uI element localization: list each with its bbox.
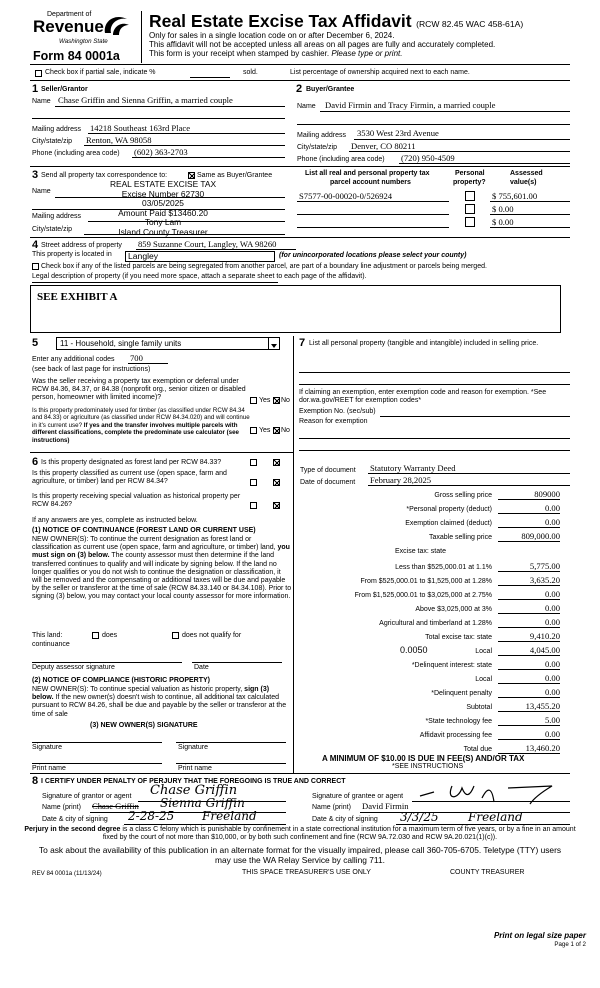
signature-label-2: Signature bbox=[178, 744, 208, 751]
parcel-header: List all real and personal property tax bbox=[305, 170, 430, 177]
local-tax-field[interactable]: 4,045.00 bbox=[529, 645, 560, 655]
delinq-state-field[interactable]: 0.00 bbox=[544, 659, 560, 669]
delinq-local-label: Local bbox=[475, 676, 492, 683]
total-state-field[interactable]: 9,410.20 bbox=[529, 631, 560, 641]
segregated-label: Check box if any of the listed parcels are being segregated from another parcel, are part of a boundary line adjustment or parcels being merged. bbox=[41, 263, 487, 270]
deputy-signature-label: Deputy assessor signature bbox=[32, 664, 115, 671]
notice-continuance-text: NEW OWNER(S): To continue the current designation as forest land or classification as current use (open space, farm and agriculture, or timber) land, you must sign on (3) below. The county assessor must then determine if the land transferred continues to qualify and will indicate by signing below. If the land no longer qualifies or you do not wish to continue the designation or classification, it will be removed and the compensating or additional taxes will be due and payable by the seller or transferor at the time of sale (RCW 84.33.140 or 84.34.108). Prior to signing (3) below, you may contact your local county assessor for more information. bbox=[32, 536, 292, 601]
assessed-header-2: value(s) bbox=[510, 179, 537, 186]
exemption-yes-checkbox[interactable] bbox=[250, 397, 257, 404]
buyer-city-field[interactable]: Denver, CO 80211 bbox=[351, 141, 416, 151]
location-select[interactable]: Langley bbox=[125, 251, 275, 262]
seller-mail-field[interactable]: 14218 Southeast 163rd Place bbox=[90, 123, 191, 133]
grantee-name-field[interactable]: David Firmin bbox=[362, 801, 409, 811]
stamp-line-6: Island County Treasurer bbox=[118, 226, 208, 237]
subtotal-label: Subtotal bbox=[466, 704, 492, 711]
exemption-reason-label: Reason for exemption bbox=[299, 418, 368, 425]
grantee-date-field[interactable]: 3/3/25 bbox=[400, 810, 439, 824]
seller-phone-label: Phone (including area code) bbox=[32, 150, 120, 157]
buyer-city-label: City/state/zip bbox=[297, 144, 338, 151]
gross-price-field[interactable]: 809000 bbox=[534, 489, 560, 499]
alt-format-note: To ask about the availability of this publication in an alternate format for the visually impaired, please call 360-705-6705. Teletype (TTY) users may use the WA Relay Service by calling 711. bbox=[38, 845, 562, 865]
certify-statement: I CERTIFY UNDER PENALTY OF PERJURY THAT THE FOREGOING IS TRUE AND CORRECT bbox=[41, 778, 346, 785]
header-note-2: This affidavit will not be accepted unless all areas on all pages are fully and accurately completed. bbox=[149, 40, 496, 49]
revision-code: REV 84 0001a (11/13/24) bbox=[32, 870, 102, 877]
exemption-number-label: Exemption No. (sec/sub) bbox=[299, 408, 376, 415]
located-note: (for unincorporated locations please select your county) bbox=[279, 252, 467, 259]
legal-size-note: Print on legal size paper bbox=[493, 931, 586, 940]
penalty-label: *Delinquent penalty bbox=[431, 690, 492, 697]
buyer-mail-label: Mailing address bbox=[297, 132, 347, 139]
grantor-date-label: Date & city of signing bbox=[42, 816, 108, 823]
taxable-price-label: Taxable selling price bbox=[428, 534, 492, 541]
timber-yes-checkbox[interactable] bbox=[250, 427, 257, 434]
forest-question: Is this property designated as forest land per RCW 84.33? bbox=[41, 459, 222, 466]
tier-1-field[interactable]: 5,775.00 bbox=[529, 561, 560, 571]
current-use-question: Is this property classified as current use (open space, farm and agriculture, or timber) land per RCW 84.34? bbox=[32, 470, 227, 486]
doc-type-field[interactable]: Statutory Warranty Deed bbox=[370, 463, 456, 473]
section-8-number: 8 bbox=[32, 775, 39, 787]
same-as-buyer-label: Same as Buyer/Grantee bbox=[197, 172, 273, 179]
personal-property-label: List all personal property (tangible and intangible) included in selling price. bbox=[309, 340, 539, 347]
local-rate-field[interactable]: 0.0050 bbox=[400, 645, 428, 655]
personal-property-checkbox-1[interactable] bbox=[465, 191, 475, 201]
stamp-line-2: Excise Number 62730 bbox=[121, 188, 205, 199]
exemption-deduct-field[interactable]: 0.00 bbox=[544, 517, 560, 527]
buyer-phone-field[interactable]: (720) 950-4509 bbox=[401, 153, 455, 163]
revenue-text: Revenue bbox=[33, 17, 104, 36]
does-not-label: does not qualify for bbox=[182, 632, 242, 639]
addl-codes-label: Enter any additional codes bbox=[32, 356, 115, 363]
seller-city-field[interactable]: Renton, WA 98058 bbox=[86, 135, 152, 145]
seller-name-field[interactable]: Chase Griffin and Sienna Griffin, a married couple bbox=[58, 95, 233, 105]
penalty-field[interactable]: 0.00 bbox=[544, 687, 560, 697]
assessed-header: Assessed bbox=[510, 170, 543, 177]
header-note-3: This form is your receipt when stamped by cashier. Please type or print. bbox=[149, 49, 403, 58]
affidavit-fee-field[interactable]: 0.00 bbox=[544, 729, 560, 739]
seller-name-label: Name bbox=[32, 98, 51, 105]
partial-sale-sold-label: sold. bbox=[243, 69, 258, 76]
doc-date-field[interactable]: February 28,2025 bbox=[370, 475, 432, 485]
revenue-swirl-icon bbox=[101, 13, 131, 39]
seller-mail-label: Mailing address bbox=[32, 126, 82, 133]
stamp-line-4: Amount Paid $13460.20 bbox=[118, 207, 208, 218]
page-number: Page 1 of 2 bbox=[554, 941, 586, 948]
total-due-field[interactable]: 13,460.20 bbox=[525, 743, 560, 753]
print-name-label-1: Print name bbox=[32, 765, 66, 772]
total-due-label: Total due bbox=[463, 746, 492, 753]
forest-no-checkbox[interactable] bbox=[273, 459, 280, 466]
section-4-number: 4 bbox=[32, 239, 39, 251]
corr-name-label: Name bbox=[32, 188, 51, 195]
seller-city-label: City/state/zip bbox=[32, 138, 73, 145]
personal-deduct-field[interactable]: 0.00 bbox=[544, 503, 560, 513]
assessed-value-field-3[interactable]: $ 0.00 bbox=[492, 217, 514, 227]
grantee-sig-label: Signature of grantee or agent bbox=[312, 793, 404, 800]
exemption-deduct-label: Exemption claimed (deduct) bbox=[405, 520, 492, 527]
print-name-label-2: Print name bbox=[178, 765, 212, 772]
deputy-date-label: Date bbox=[194, 664, 209, 671]
corr-city-label: City/state/zip bbox=[32, 226, 73, 233]
property-address-field[interactable]: 859 Suzanne Court, Langley, WA 98260 bbox=[138, 239, 277, 249]
grantee-date-label: Date & city of signing bbox=[312, 816, 378, 823]
buyer-mail-field[interactable]: 3530 West 23rd Avenue bbox=[357, 128, 439, 138]
doc-date-label: Date of document bbox=[300, 479, 356, 486]
grantor-city-field[interactable]: Freeland bbox=[202, 809, 257, 823]
grantor-date-field[interactable]: 2-28-25 bbox=[128, 809, 175, 823]
land-use-select[interactable]: 11 - Household, single family units bbox=[56, 337, 280, 350]
addl-codes-field[interactable]: 700 bbox=[130, 353, 143, 363]
property-address-label: Street address of property bbox=[41, 242, 122, 249]
total-state-label: Total excise tax: state bbox=[425, 634, 492, 641]
addl-codes-note: (see back of last page for instructions) bbox=[32, 366, 151, 373]
seller-phone-field[interactable]: (602) 363-2703 bbox=[134, 147, 188, 157]
grantor-name-label: Name (print) bbox=[42, 804, 81, 811]
dor-logo bbox=[33, 11, 133, 53]
dept-of-text: Department of bbox=[47, 11, 92, 18]
personal-property-checkbox-2[interactable] bbox=[465, 204, 475, 214]
tier-5-label: Agricultural and timberland at 1.28% bbox=[379, 620, 492, 627]
doc-type-label: Type of document bbox=[300, 467, 356, 474]
local-label: Local bbox=[475, 648, 492, 655]
claim-exemption-label: If claiming an exemption, enter exemption code and reason for exemption. *See dor.wa.gov/REET for exemption codes* bbox=[299, 389, 547, 405]
exemption-no-checkbox[interactable] bbox=[273, 397, 280, 404]
signature-label-1: Signature bbox=[32, 744, 62, 751]
tier-2-field[interactable]: 3,635.20 bbox=[529, 575, 560, 585]
current-use-yes-checkbox[interactable] bbox=[250, 479, 257, 486]
correspondence-label: Send all property tax correspondence to: bbox=[41, 172, 168, 179]
personal-header: Personal bbox=[455, 170, 485, 177]
forest-yes-checkbox[interactable] bbox=[250, 459, 257, 466]
legal-desc-label: Legal description of property (if you need more space, attach a separate sheet to each page of the affidavit). bbox=[32, 273, 367, 280]
section-7-number: 7 bbox=[299, 337, 306, 349]
grantor-sig-label: Signature of grantor or agent bbox=[42, 793, 132, 800]
no-label: No bbox=[281, 397, 290, 404]
historic-no-checkbox[interactable] bbox=[273, 502, 280, 509]
see-instructions-note: *SEE INSTRUCTIONS bbox=[392, 763, 464, 770]
current-use-no-checkbox[interactable] bbox=[273, 479, 280, 486]
section-5-number: 5 bbox=[32, 337, 39, 349]
no-label: No bbox=[281, 427, 290, 434]
buyer-heading: Buyer/Grantee bbox=[306, 86, 355, 93]
assessed-value-field-2[interactable]: $ 0.00 bbox=[492, 204, 514, 214]
new-owner-sig-title: (3) NEW OWNER(S) SIGNATURE bbox=[90, 722, 198, 729]
section-2-number: 2 bbox=[296, 83, 303, 95]
treasurer-use-only: THIS SPACE TREASURER'S USE ONLY bbox=[242, 869, 371, 876]
does-label: does bbox=[102, 632, 118, 639]
yes-label: Yes bbox=[259, 397, 271, 404]
delinq-state-label: *Delinquent interest: state bbox=[411, 662, 492, 669]
tier-5-field[interactable]: 0.00 bbox=[544, 617, 560, 627]
tier-4-label: Above $3,025,000 at 3% bbox=[415, 606, 492, 613]
historic-yes-checkbox[interactable] bbox=[250, 502, 257, 509]
stamp-line-5: Tony Lam bbox=[144, 217, 182, 228]
perjury-notice: Perjury in the second degree is a class C felony which is punishable by confinement in a state correctional institution for a maximum term of five years, or by a fine in an amount fixed by the court of not more than $10,000, or by both such confinement and fine (RCW 9A.72.030 and RCW 9A.20.021(1)(c)). bbox=[24, 826, 576, 842]
yes-label: Yes bbox=[259, 427, 271, 434]
if-yes-note: If any answers are yes, complete as instructed below. bbox=[32, 517, 198, 524]
section-3-number: 3 bbox=[32, 169, 39, 181]
affidavit-fee-label: Affidavit processing fee bbox=[419, 732, 492, 739]
segregated-checkbox[interactable] bbox=[32, 263, 39, 270]
delinq-local-field[interactable]: 0.00 bbox=[544, 673, 560, 683]
stamp-line-1: REAL ESTATE EXCISE TAX bbox=[109, 179, 217, 189]
does-not-qualify-checkbox[interactable] bbox=[172, 632, 179, 639]
grantor-signature-2-field[interactable]: Sienna Griffin bbox=[160, 796, 245, 810]
ownership-note: List percentage of ownership acquired next to each name. bbox=[290, 69, 470, 76]
personal-header-2: property? bbox=[453, 179, 486, 186]
section-1-number: 1 bbox=[32, 83, 39, 95]
form-number: Form 84 0001a bbox=[33, 49, 120, 63]
header-note-1: Only for sales in a single location code on or after December 6, 2024. bbox=[149, 31, 395, 40]
notice-compliance-text: NEW OWNER(S): To continue special valuation as historic property, sign (3) below. If the new owner(s) doesn't wish to continue, all additional tax calculated pursuant to RCW 84.26, shall be due and payable by the seller or transferor at the time of sale bbox=[32, 686, 287, 718]
wa-state-text: Washington State bbox=[59, 38, 108, 45]
grantee-signature-scribble bbox=[412, 782, 562, 806]
timber-question: Is this property predominately used for timber (as classified under RCW 84.34 and 84.33) or agriculture (as classified under RCW 84.34.020) and will continue in it's current use? If yes and the transfer involves multiple parcels with different classifications, complete the predominate use calculator (see instructions) bbox=[32, 407, 250, 444]
buyer-name-label: Name bbox=[297, 103, 316, 110]
this-land-label: This land: bbox=[32, 632, 63, 639]
form-title: Real Estate Excise Tax Affidavit (RCW 82.45 WAC 458-61A) bbox=[149, 11, 524, 31]
dropdown-chevron-icon[interactable] bbox=[268, 338, 279, 349]
personal-property-checkbox-3[interactable] bbox=[465, 217, 475, 227]
tier-3-label: From $1,525,000.01 to $3,025,000 at 2.75% bbox=[354, 592, 492, 599]
same-as-buyer-checkbox[interactable] bbox=[188, 172, 195, 179]
does-qualify-checkbox[interactable] bbox=[92, 632, 99, 639]
legal-description-field[interactable]: SEE EXHIBIT A bbox=[30, 285, 561, 333]
timber-no-checkbox[interactable] bbox=[273, 427, 280, 434]
tech-fee-label: *State technology fee bbox=[425, 718, 492, 725]
grantee-name-label: Name (print) bbox=[312, 804, 351, 811]
tech-fee-field[interactable]: 5.00 bbox=[544, 715, 560, 725]
personal-deduct-label: *Personal property (deduct) bbox=[406, 506, 492, 513]
buyer-phone-label: Phone (including area code) bbox=[297, 156, 385, 163]
tier-1-label: Less than $525,000.01 at 1.1% bbox=[395, 564, 492, 571]
seller-heading: Seller/Grantor bbox=[41, 86, 88, 93]
subtotal-field[interactable]: 13,455.20 bbox=[525, 701, 560, 711]
buyer-name-field[interactable]: David Firmin and Tracy Firmin, a married couple bbox=[325, 100, 496, 110]
taxable-price-field[interactable]: 809,000.00 bbox=[521, 531, 560, 541]
section-6-number: 6 bbox=[32, 456, 39, 468]
corr-mail-label: Mailing address bbox=[32, 213, 82, 220]
tier-2-label: From $525,000.01 to $1,525,000 at 1.28% bbox=[360, 578, 492, 585]
exemption-question: Was the seller receiving a property tax exemption or deferral under RCW 84.36, 84.37, or 84.38 (nonprofit org., senior citizen or disabled person, homeowner with limited income)? bbox=[32, 378, 246, 402]
historic-question: Is this property receiving special valuation as historical property per RCW 84.26? bbox=[32, 493, 241, 509]
excise-state-label: Excise tax: state bbox=[395, 548, 446, 555]
tier-4-field[interactable]: 0.00 bbox=[544, 603, 560, 613]
notice-continuance-title: (1) NOTICE OF CONTINUANCE (FOREST LAND OR CURRENT USE) bbox=[32, 527, 256, 534]
grantor-signature-field[interactable]: Chase Griffin bbox=[150, 783, 238, 798]
county-treasurer-label: COUNTY TREASURER bbox=[450, 869, 525, 876]
located-in-label: This property is located in bbox=[32, 251, 112, 258]
grantor-name-field[interactable]: Chase Griffin bbox=[92, 801, 139, 811]
continuance-label: continuance bbox=[32, 641, 70, 648]
partial-sale-label: Check box if partial sale, indicate % bbox=[45, 69, 156, 76]
tier-3-field[interactable]: 0.00 bbox=[544, 589, 560, 599]
grantee-city-field[interactable]: Freeland bbox=[468, 810, 523, 824]
stamp-line-3: 03/05/2025 bbox=[142, 198, 184, 209]
minimum-fee-note: A MINIMUM OF $10.00 IS DUE IN FEE(S) AND/OR TAX bbox=[322, 754, 525, 763]
parcel-number-field-1[interactable]: S7577-00-00020-0/526924 bbox=[299, 191, 393, 201]
notice-compliance-title: (2) NOTICE OF COMPLIANCE (HISTORIC PROPERTY) bbox=[32, 677, 210, 684]
partial-sale-checkbox[interactable] bbox=[35, 70, 42, 77]
parcel-header-2: parcel account numbers bbox=[330, 179, 411, 186]
gross-price-label: Gross selling price bbox=[434, 492, 492, 499]
assessed-value-field-1[interactable]: $ 755,601.00 bbox=[492, 191, 538, 201]
